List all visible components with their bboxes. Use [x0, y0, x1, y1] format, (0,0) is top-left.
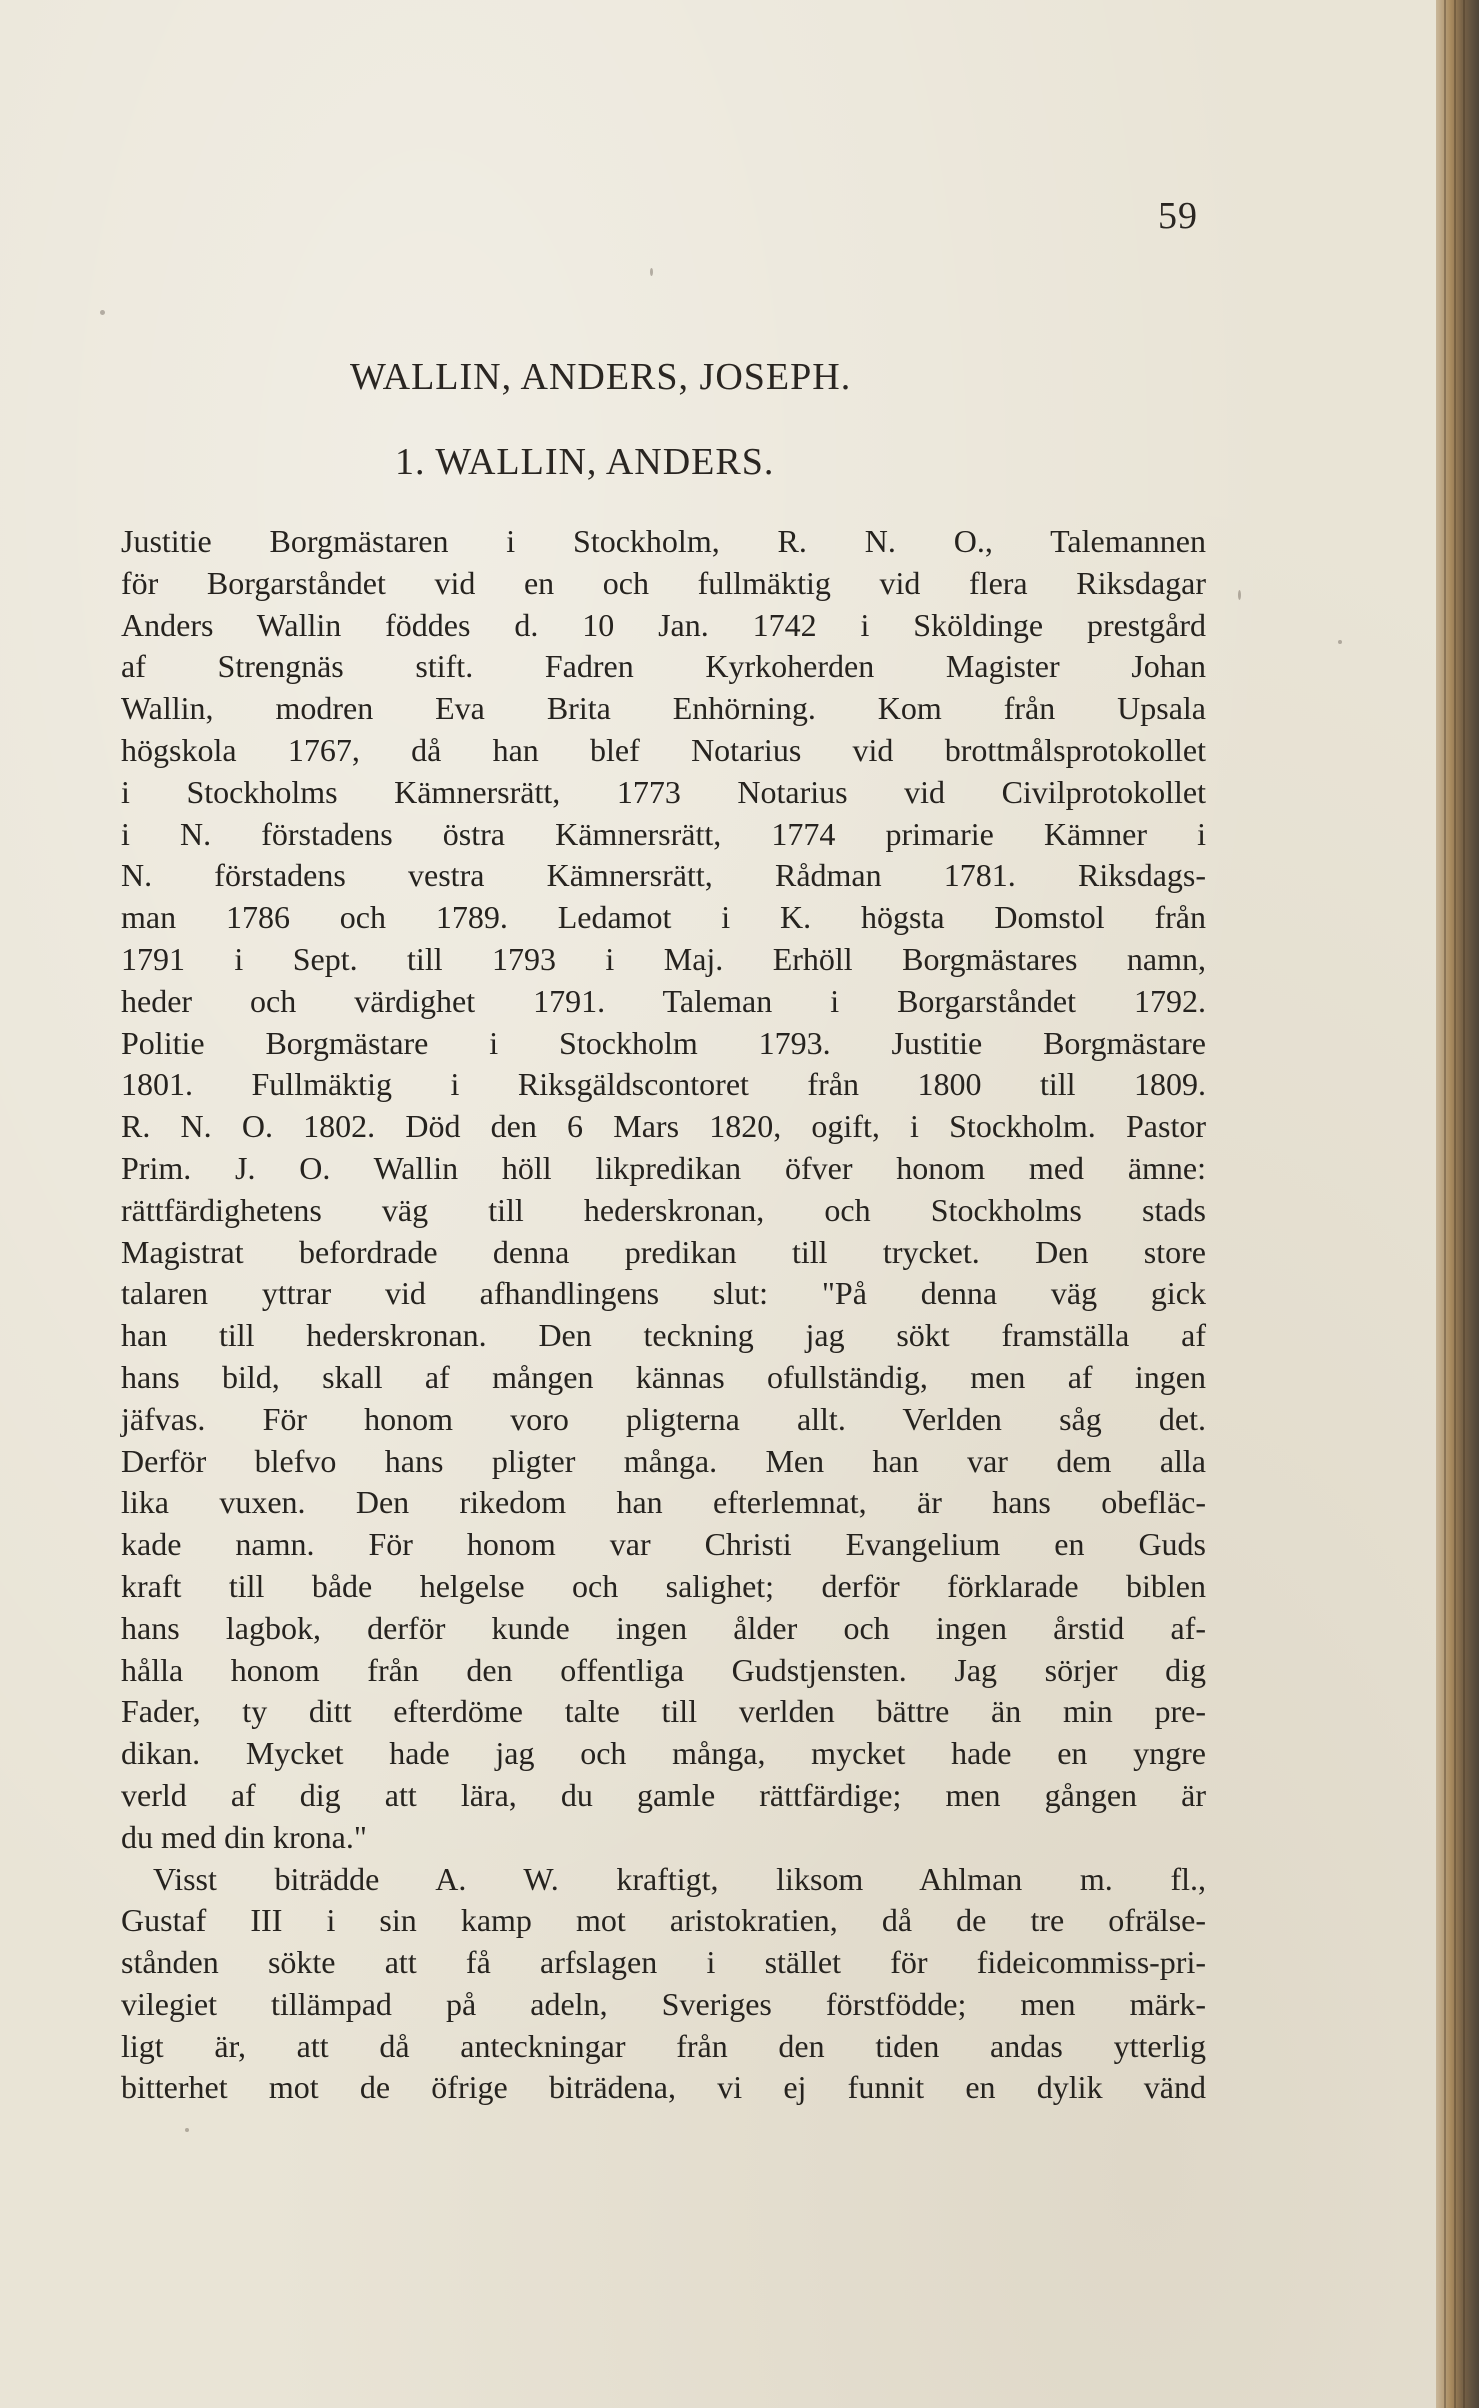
body-line: N. förstadens vestra Kämnersrätt, Rådman 1781. Riksdags- — [121, 857, 1206, 894]
body-line: Politie Borgmästare i Stockholm 1793. Justitie Borgmästare — [121, 1024, 1206, 1061]
body-line: du med din krona." — [121, 1818, 367, 1855]
body-line: vilegiet tillämpad på adeln, Sveriges förstfödde; men märk- — [121, 1985, 1206, 2022]
body-line: 1791 i Sept. till 1793 i Maj. Erhöll Borgmästares namn, — [121, 940, 1206, 977]
body-line: jäfvas. För honom voro pligterna allt. Verlden såg det. — [121, 1400, 1206, 1437]
paper-speck — [1238, 590, 1241, 600]
body-line: dikan. Mycket hade jag och många, mycket hade en yngre — [121, 1735, 1206, 1772]
body-line: för Borgarståndet vid en och fullmäktig vid flera Riksdagar — [121, 564, 1206, 601]
body-line: Visst biträdde A. W. kraftigt, liksom Ahlman m. fl., — [153, 1860, 1206, 1897]
body-line: Anders Wallin föddes d. 10 Jan. 1742 i Sköldinge prestgård — [121, 606, 1206, 643]
body-line: af Strengnäs stift. Fadren Kyrkoherden Magister Johan — [121, 648, 1206, 685]
body-line: Fader, ty ditt efterdöme talte till verlden bättre än min pre- — [121, 1693, 1206, 1730]
entry-title: WALLIN, ANDERS, JOSEPH. — [350, 356, 852, 398]
body-line: Justitie Borgmästaren i Stockholm, R. N. O., Talemannen — [121, 523, 1206, 559]
body-line: hålla honom från den offentliga Gudstjensten. Jag sörjer dig — [121, 1651, 1206, 1688]
body-line: 1801. Fullmäktig i Riksgäldscontoret från 1800 till 1809. — [121, 1066, 1206, 1103]
body-line: lika vuxen. Den rikedom han efterlemnat, är hans obefläc- — [121, 1484, 1206, 1521]
body-line: i Stockholms Kämnersrätt, 1773 Notarius vid Civilprotokollet — [121, 773, 1206, 810]
body-line: kraft till både helgelse och salighet; derför förklarade biblen — [121, 1567, 1206, 1604]
entry-subtitle: 1. WALLIN, ANDERS. — [395, 441, 775, 483]
paper-speck — [1338, 640, 1342, 644]
body-line: R. N. O. 1802. Död den 6 Mars 1820, ogift, i Stockholm. Pastor — [121, 1108, 1206, 1145]
body-line: hans lagbok, derför kunde ingen ålder och ingen årstid af- — [121, 1609, 1206, 1646]
page-edge-line — [1463, 0, 1465, 2408]
body-line: Magistrat befordrade denna predikan till trycket. Den store — [121, 1233, 1206, 1270]
body-line: Wallin, modren Eva Brita Enhörning. Kom från Upsala — [121, 690, 1206, 727]
body-line: stånden sökte att få arfslagen i stället för fideicommiss-pri- — [121, 1944, 1206, 1981]
body-line: talaren yttrar vid afhandlingens slut: "På denna väg gick — [121, 1275, 1206, 1312]
body-line: högskola 1767, då han blef Notarius vid brottmålsprotokollet — [121, 731, 1206, 768]
body-line: ligt är, att då anteckningar från den tiden andas ytterlig — [121, 2027, 1206, 2064]
paper-speck — [650, 268, 653, 276]
paper-speck — [185, 2128, 189, 2132]
body-text — [121, 521, 1206, 2109]
body-line: Prim. J. O. Wallin höll likpredikan öfver honom med ämne: — [121, 1149, 1206, 1186]
body-line: kade namn. För honom var Christi Evangelium en Guds — [121, 1526, 1206, 1563]
page-edge — [1436, 0, 1479, 2408]
paper-speck — [100, 310, 105, 315]
body-line: man 1786 och 1789. Ledamot i K. högsta Domstol från — [121, 899, 1206, 936]
body-line: rättfärdighetens väg till hederskronan, och Stockholms stads — [121, 1191, 1206, 1228]
body-line: Gustaf III i sin kamp mot aristokratien, då de tre ofrälse- — [121, 1902, 1206, 1939]
body-line: han till hederskronan. Den teckning jag sökt framställa af — [121, 1317, 1206, 1354]
page-edge-line — [1454, 0, 1456, 2408]
body-line: hans bild, skall af mången kännas ofullständig, men af ingen — [121, 1358, 1206, 1395]
body-line: bitterhet mot de öfrige biträdena, vi ej funnit en dylik vänd — [121, 2069, 1206, 2106]
page-number: 59 — [1158, 195, 1198, 237]
body-line: verld af dig att lära, du gamle rättfärdige; men gången är — [121, 1776, 1206, 1813]
body-line: i N. förstadens östra Kämnersrätt, 1774 primarie Kämner i — [121, 815, 1206, 852]
body-line: Derför blefvo hans pligter många. Men han var dem alla — [121, 1442, 1206, 1479]
body-line: heder och värdighet 1791. Taleman i Borgarståndet 1792. — [121, 982, 1206, 1019]
page-edge-line — [1444, 0, 1446, 2408]
